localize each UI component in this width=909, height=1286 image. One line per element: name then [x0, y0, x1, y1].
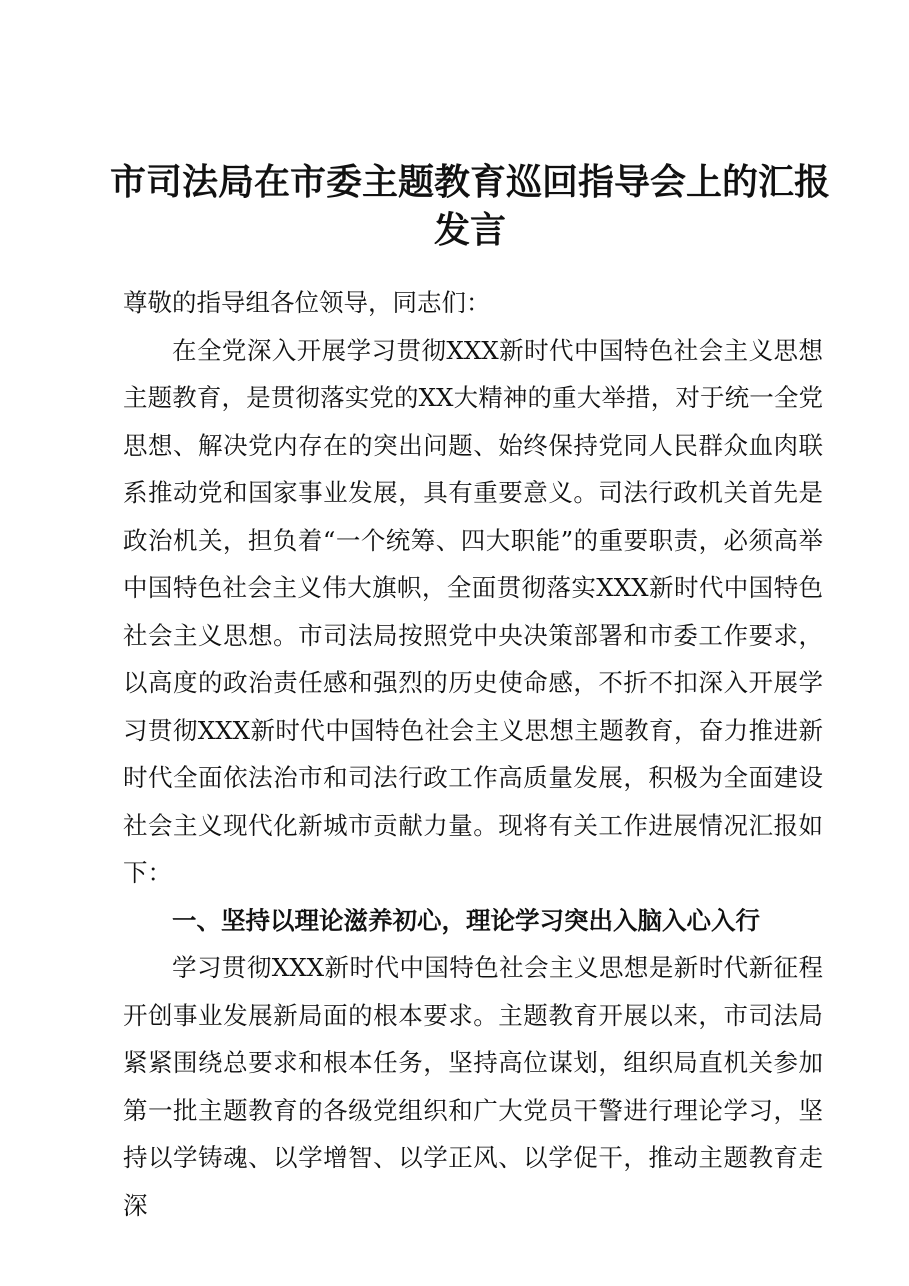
paragraph-section-1: 学习贯彻XXX新时代中国特色社会主义思想是新时代新征程开创事业发展新局面的根本要求。主题教育开展以来，市司法局紧紧围绕总要求和根本任务，坚持高位谋划，组织局直机关参加第一批主题教育的各级党组织和广大党员干警进行理论学习，坚持以学铸魂、以学增智、以学正风、以学促干，推动主题教育走深	[123, 953, 823, 1220]
section-heading-1: 一、坚持以理论滋养初心，理论学习突出入脑入心入行	[172, 905, 760, 935]
document-body	[123, 279, 823, 1229]
salutation: 尊敬的指导组各位领导，同志们：	[123, 288, 491, 317]
paragraph-intro: 在全党深入开展学习贯彻XXX新时代中国特色社会主义思想主题教育，是贯彻落实党的XX大精神的重大举措，对于统一全党思想、解决党内存在的突出问题、始终保持党同人民群众血肉联系推动党和国家事业发展，具有重要意义。司法行政机关首先是政治机关，担负着“一个统筹、四大职能”的重要职责，必须高举中国特色社会主义伟大旗帜，全面贯彻落实XXX新时代中国特色社会主义思想。市司法局按照党中央决策部署和市委工作要求，以高度的政治责任感和强烈的历史使命感，不折不扣深入开展学习贯彻XXX新时代中国特色社会主义思想主题教育，奋力推进新时代全面依法治市和司法行政工作高质量发展，积极为全面建设社会主义现代化新城市贡献力量。现将有关工作进展情况汇报如下：	[123, 335, 823, 887]
document-title: 市司法局在市委主题教育巡回指导会上的汇报发言	[109, 161, 830, 251]
